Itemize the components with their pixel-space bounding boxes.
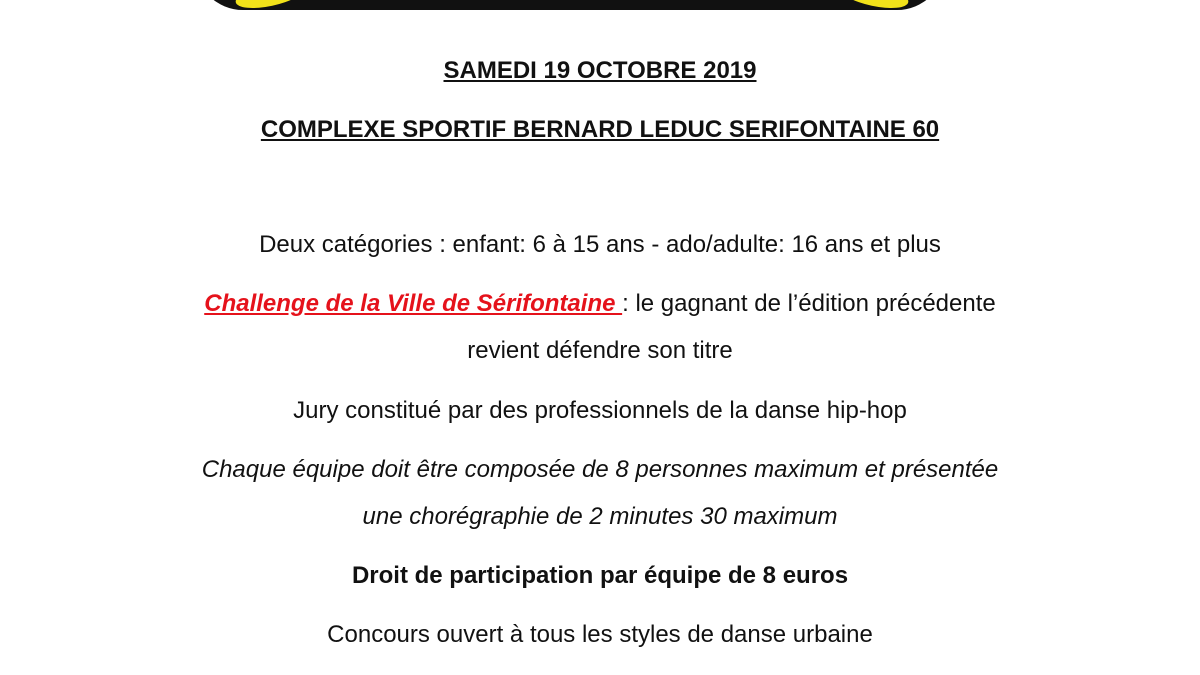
jury-line: Jury constitué par des professionnels de la danse hip-hop	[293, 397, 907, 424]
banner-left-yellow-shape	[233, 0, 306, 13]
event-venue: COMPLEXE SPORTIF BERNARD LEDUC SERIFONTAINE 60	[260, 116, 940, 143]
challenge-title: Challenge de la Ville de Sérifontaine	[204, 290, 623, 317]
challenge-text-1: : le gagnant de l’édition précédente	[622, 290, 996, 317]
fee-line: Droit de participation par équipe de 8 euros	[351, 562, 849, 589]
challenge-line	[0, 289, 1200, 319]
event-date: SAMEDI 19 OCTOBRE 2019	[443, 57, 757, 84]
open-contest-line: Concours ouvert à tous les styles de danse urbaine	[327, 621, 873, 648]
categories-line: Deux catégories : enfant: 6 à 15 ans - ado/adulte: 16 ans et plus	[259, 231, 941, 258]
team-rule-line-2: une chorégraphie de 2 minutes 30 maximum	[362, 503, 838, 530]
banner-edge-graphic	[195, 0, 945, 10]
challenge-text-2: revient défendre son titre	[467, 337, 733, 364]
team-rule-line-1: Chaque équipe doit être composée de 8 personnes maximum et présentée	[201, 456, 999, 483]
banner-right-yellow-shape	[837, 0, 910, 13]
